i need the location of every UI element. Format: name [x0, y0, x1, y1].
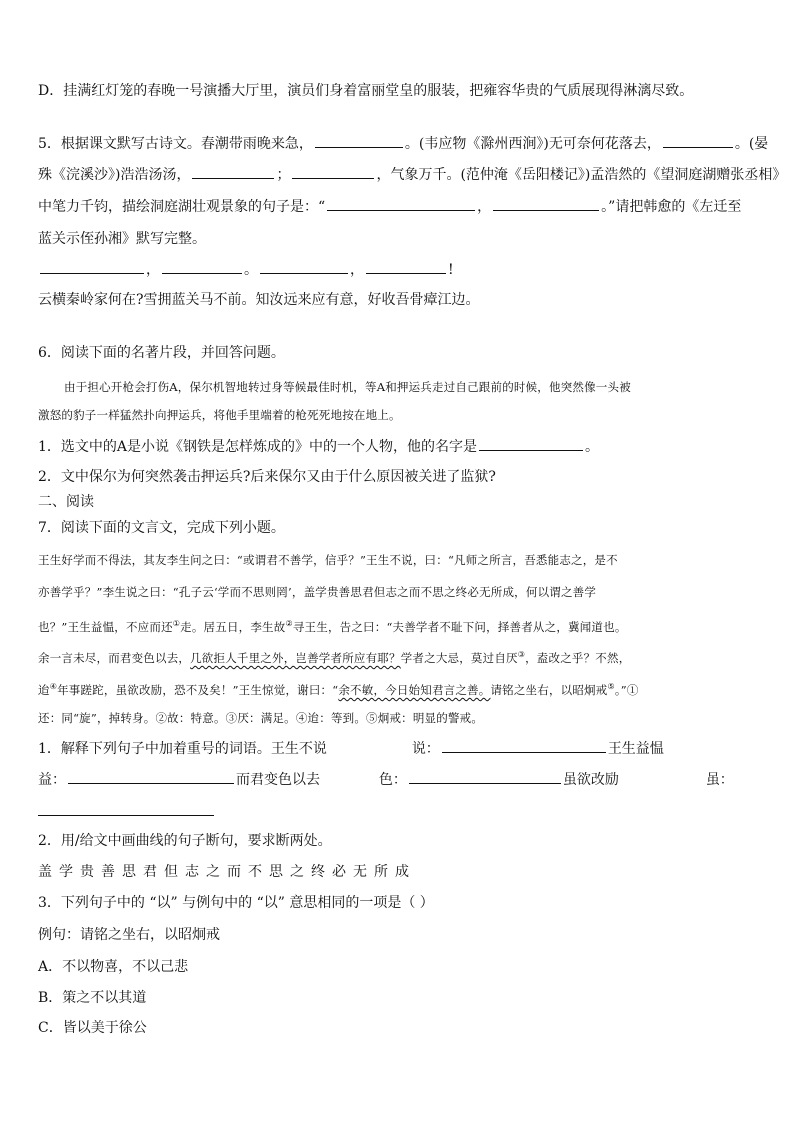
q7-title: 7．阅读下面的文言文，完成下列小题。: [38, 520, 285, 536]
q7-notes: 还：同“旋”，掉转身。②故：特意。③厌：满足。④迨：等到。⑤炯戒：明显的警戒。: [38, 711, 484, 725]
q7-passage-line-2: 亦善学乎？”李生说之曰：“孔子云‘学而不思则罔’，盖学贵善思君但志之而不思之终必无所成，何以谓之善学: [38, 585, 597, 599]
q7-passage-line-5: 迨④年事蹉跎，虽欲改励，恐不及矣！”王生惊觉，谢曰：“余不敏，今日始知君言之善。请铭之坐右，以昭炯戒⑤。”①: [38, 682, 639, 697]
q6-passage-line-1: 由于担心开枪会打伤A，保尔机智地转过身等候最佳时机，等A和押运兵走过自己跟前的时候，他突然像一头被: [64, 380, 631, 394]
q7-sub1-line-1: 1．解释下列句子中加着重号的词语。王生不说 说： 王生益愠: [38, 741, 664, 757]
q6-sub1: 1．选文中的A是小说《钢铁是怎样炼成的》中的一个人物，他的名字是 。: [38, 439, 600, 455]
answer-blank[interactable]: [366, 261, 446, 274]
answer-blank[interactable]: [40, 261, 144, 274]
q5-line-4: 蓝关示侄孙湘》默写完整。: [38, 231, 206, 247]
answer-blank[interactable]: [409, 771, 561, 784]
section-heading: 二、阅读: [38, 494, 94, 510]
q5-line-1: 5．根据课文默写古诗文。春潮带雨晚来急， 。(韦应物《滁州西涧》)无可奈何花落去， 。(晏: [38, 136, 769, 152]
q6-title: 6．阅读下面的名著片段，并回答问题。: [38, 345, 285, 361]
answer-blank[interactable]: [479, 438, 583, 451]
answer-blank[interactable]: [327, 198, 475, 211]
option-c[interactable]: C．皆以美于徐公: [38, 1020, 147, 1036]
q6-passage-line-2: 激怒的豹子一样猛然扑向押运兵，将他手里端着的枪死死地按在地上。: [38, 408, 401, 422]
answer-blank[interactable]: [442, 740, 606, 753]
answer-blank[interactable]: [315, 135, 403, 148]
q4-option-d: D．挂满红灯笼的春晚一号演播大厅里，演员们身着富丽堂皇的服装，把雍容华贵的气质展现得淋漓尽致。: [38, 83, 694, 99]
answer-blank[interactable]: [38, 815, 214, 816]
answer-blank[interactable]: [162, 261, 242, 274]
q7-sub3-title: 3．下列句子中的 “以” 与例句中的 “以” 意思相同的一项是（ ）: [38, 895, 434, 911]
q5-line-3: 中笔力千钧，描绘洞庭湖壮观景象的句子是：“ ， 。”请把韩愈的《左迁至: [38, 199, 742, 215]
q7-passage-line-1: 王生好学而不得法，其友李生问之曰：“或谓君不善学，信乎？”王生不说，曰：“凡师之所言，吾悉能志之，是不: [38, 553, 618, 567]
answer-blank[interactable]: [192, 166, 274, 179]
answer-blank[interactable]: [292, 166, 374, 179]
answer-blank[interactable]: [68, 771, 234, 784]
answer-blank[interactable]: [493, 198, 599, 211]
q7-sub2-title: 2．用/给文中画曲线的句子断句，要求断两处。: [38, 833, 332, 849]
answer-blank[interactable]: [260, 261, 348, 274]
q7-sub2-sentence: 盖学贵善思君但志之而不思之终必无所成: [38, 864, 416, 880]
q7-passage-line-4: 余一言未尽，而君变色以去，几欲拒人千里之外，岂善学者所应有耶？学者之大忌，莫过自厌③，盍改之乎？不然，: [38, 650, 631, 665]
option-b[interactable]: B．策之不以其道: [38, 990, 147, 1006]
q7-sub1-line-2: 益： 而君变色以去 色： 虽欲改励 虽：: [38, 772, 734, 788]
q7-sub3-example: 例句：请铭之坐右，以昭炯戒: [38, 927, 220, 943]
q5-line-5: ， 。 ， !: [38, 261, 454, 279]
q7-passage-line-3: 也？”王生益愠，不应而还①走。居五日，李生故②寻王生，告之曰：“夫善学者不耻下问，择善者从之，冀闻道也。: [38, 619, 627, 634]
answer-blank[interactable]: [663, 135, 733, 148]
option-a[interactable]: A．不以物喜，不以己悲: [38, 959, 189, 975]
q6-sub2: 2．文中保尔为何突然袭击押运兵?后来保尔又由于什么原因被关进了监狱?: [38, 469, 496, 485]
q5-line-2: 殊《浣溪沙》)浩浩汤汤， ； ，气象万千。(范仲淹《岳阳楼记》)孟浩然的《望洞庭湖赠张丞相》: [38, 167, 787, 183]
q5-line-6: 云横秦岭家何在?雪拥蓝关马不前。知汝远来应有意，好收吾骨瘴江边。: [38, 292, 480, 308]
